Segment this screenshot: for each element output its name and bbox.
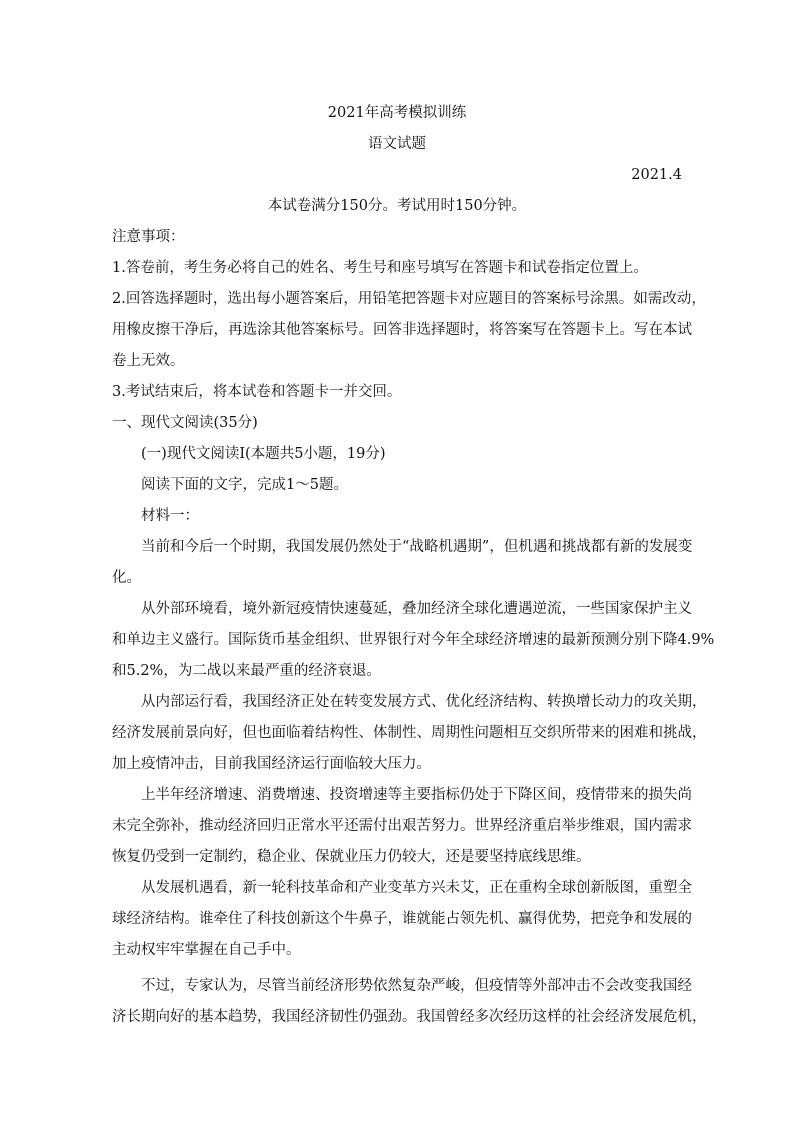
note-item-2-line-3: 卷上无效。 xyxy=(112,353,185,369)
passage-p6-line-2: 济长期向好的基本趋势，我国经济韧性仍强劲。我国曾经多次经历这样的社会经济发展危机， xyxy=(112,1009,707,1025)
note-item-2-line-1: 2.回答选择题时，选出每小题答案后，用铅笔把答题卡对应题目的答案标号涂黑。如需改动， xyxy=(112,291,706,307)
passage-p1-line-2: 化。 xyxy=(112,570,141,586)
exam-date: 2021.4 xyxy=(631,167,682,183)
passage-p4-line-3: 恢复仍受到一定制约，稳企业、保就业压力仍较大，还是要坚持底线思维。 xyxy=(112,849,591,865)
passage-p3-line-3: 加上疫情冲击，目前我国经济运行面临较大压力。 xyxy=(112,756,431,772)
section-heading: 一、现代文阅读(35分) xyxy=(112,415,258,431)
exam-info: 本试卷满分150分。考试用时150分钟。 xyxy=(267,198,527,214)
passage-p6-line-1: 不过，专家认为，尽管当前经济形势依然复杂严峻，但疫情等外部冲击不会改变我国经 xyxy=(141,978,692,994)
passage-p4-line-2: 未完全弥补，推动经济回归正常水平还需付出艰苦努力。世界经济重启举步维艰，国内需求 xyxy=(112,818,692,834)
material-label: 材料一： xyxy=(141,508,199,524)
passage-p5-line-3: 主动权牢牢掌握在自己手中。 xyxy=(112,942,301,958)
passage-p4-line-1: 上半年经济增速、消费增速、投资增速等主要指标仍处于下降区间，疫情带来的损失尚 xyxy=(141,787,692,803)
exam-title: 2021年高考模拟训练 xyxy=(327,105,467,121)
passage-p2-line-2: 和单边主义盛行。国际货币基金组织、世界银行对今年全球经济增速的最新预测分别下降4.9% xyxy=(112,632,715,648)
passage-p3-line-2: 经济发展前景向好，但也面临着结构性、体制性、周期性问题相互交织所带来的困难和挑战， xyxy=(112,725,707,741)
exam-subject: 语文试题 xyxy=(368,136,426,152)
passage-p1-line-1: 当前和今后一个时期，我国发展仍然处于“战略机遇期”，但机遇和挑战都有新的发展变 xyxy=(141,539,693,555)
passage-p3-line-1: 从内部运行看，我国经济正处在转变发展方式、优化经济结构、转换增长动力的攻关期， xyxy=(141,694,707,710)
note-item-3: 3.考试结束后，将本试卷和答题卡一并交回。 xyxy=(112,384,402,400)
sub-section-heading: (一)现代文阅读I(本题共5小题，19分) xyxy=(141,446,386,462)
passage-p2-line-1: 从外部环境看，境外新冠疫情快速蔓延，叠加经济全球化遭遇逆流，一些国家保护主义 xyxy=(141,601,692,617)
note-item-1: 1.答卷前，考生务必将自己的姓名、考生号和座号填写在答题卡和试卷指定位置上。 xyxy=(112,260,648,276)
note-item-2-line-2: 用橡皮擦干净后，再选涂其他答案标号。回答非选择题时，将答案写在答题卡上。写在本试 xyxy=(112,322,692,338)
notes-heading: 注意事项： xyxy=(112,229,185,245)
passage-p2-line-3: 和5.2%，为二战以来最严重的经济衰退。 xyxy=(112,663,381,679)
passage-p5-line-1: 从发展机遇看，新一轮科技革命和产业变革方兴未艾，正在重构全球创新版图，重塑全 xyxy=(141,880,692,896)
reading-instruction: 阅读下面的文字，完成1～5题。 xyxy=(141,477,348,493)
passage-p5-line-2: 球经济结构。谁牵住了科技创新这个牛鼻子，谁就能占领先机、赢得优势，把竞争和发展的 xyxy=(112,911,692,927)
